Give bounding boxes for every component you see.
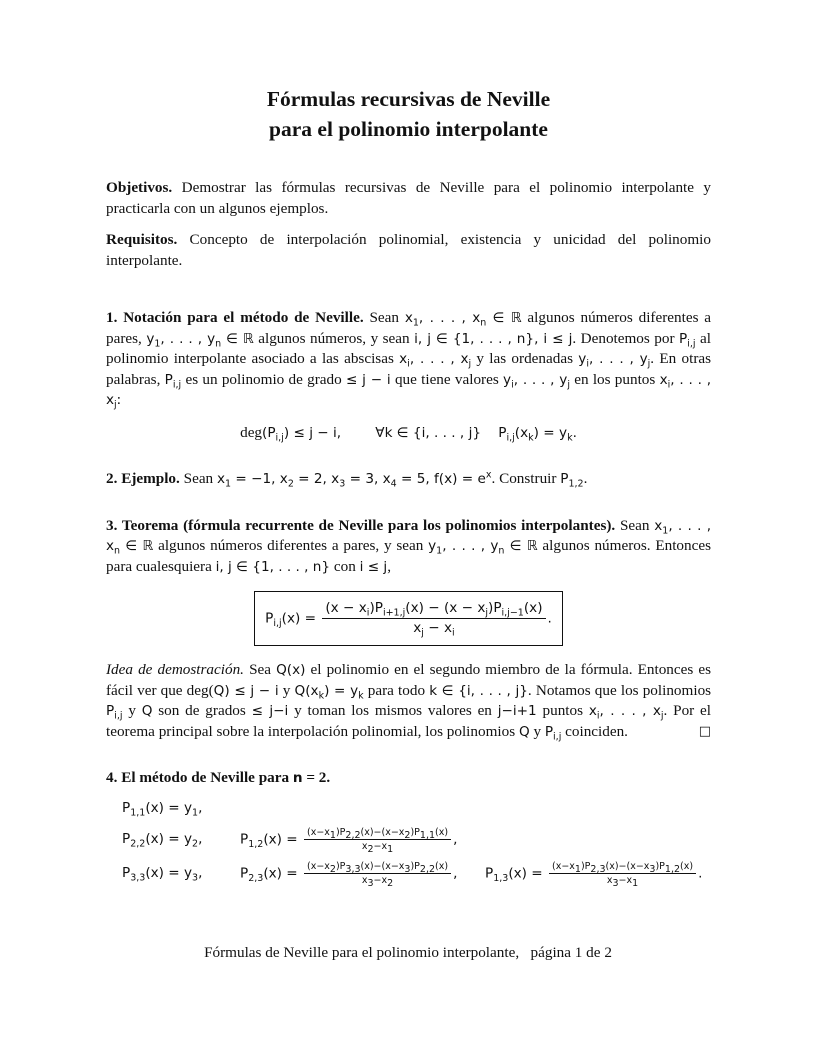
requisitos-text: Concepto de interpolación polinomial, existencia y unicidad del polinomio interpolante.	[106, 231, 711, 269]
objetivos-text: Demostrar las fórmulas recursivas de Neville para el polinomio interpolante y practicarla con un algunos ejemplos.	[106, 179, 711, 217]
requisitos-label: Requisitos.	[106, 231, 178, 248]
objetivos-label: Objetivos.	[106, 179, 173, 196]
section-3-heading: 3. Teorema (fórmula recurrente de Neville para los polinomios interpolantes).	[106, 516, 616, 534]
section-4-heading: 4. El método de Neville para n = 2.	[106, 769, 331, 786]
proof-paragraph: Idea de demostración. Sea Q(x) el polinomio en el segundo miembro de la fórmula. Entonces es fácil ver que deg(Q) ≤ j − i y $Q(x_k) = y_k$ para todo k ∈ {i, . . . , j}. Notamos que los polinomios $P_{i,j}$ y Q son de grados ≤ j−i y toman los mismos valores en j−i+1 puntos $x_i$, . . . , $x_j$. Por el teorema principal sobre la interpolación polinomial, los polinomios Q y $P_{i,j}$ coinciden. □	[106, 661, 712, 743]
notation-display-formula: $deg(P_{i,j}) \le j - i$, ∀k ∈ {i, . . . , j} $P_{i,j}(x_k) = y_k$.	[240, 423, 577, 444]
page-footer: Fórmulas de Neville para el polinomio interpolante, página 1 de 2	[204, 944, 612, 961]
neville-formula-box: $P_{i,j}(x)$ = $\frac{(x - x_i)P_{i+1,j}(x) - (x - x_j)P_{i,j-1}(x)}{x_j - x_i}$ .	[106, 591, 711, 646]
qed-symbol: □	[698, 723, 711, 739]
proof-label: Idea de demostración.	[106, 661, 244, 678]
section-1-heading: 1. Notación para el método de Neville.	[106, 309, 364, 326]
requisitos-paragraph	[106, 230, 711, 271]
neville-table	[122, 798, 711, 887]
page-title: Fórmulas recursivas de Neville para el polinomio interpolante	[266, 87, 551, 141]
section-1: 1. Notación para el método de Neville. Sean $x_1$, . . . , $x_n$ ∈ ℝ algunos números diferentes a pares, $y_1$, . . . , $y_n$ ∈ ℝ algunos números, y sean i, j ∈ {1, . . . , n}, i ≤ j. Denotemos por $P_{i,j}$ al polinomio interpolante asociado a las abscisas $x_i$, . . . , $x_j$ y las ordenadas $y_i$, . . . , $y_j$. En otras palabras, $P_{i,j}$ es un polinomio de grado ≤ j − i que tiene valores $y_i$, . . . , $y_j$ en los puntos $x_i$, . . . , $x_j$:	[106, 309, 712, 411]
neville-row-1: $P_{1,1}(x) = y_1$,	[122, 799, 203, 819]
section-2: 2. Ejemplo. Sean $x_1 = -1$, $x_2 = 2$, $x_3 = 3$, $x_4 = 5$, $f(x) = e^x$. Construir $P_{1,2}$.	[106, 469, 588, 490]
section-2-heading: 2. Ejemplo.	[106, 470, 180, 487]
section-4	[106, 768, 711, 789]
neville-row-3: $P_{3,3}(x) = y_3$, $P_{2,3}(x)$ = $\frac{(x-x_2)P_{3,3}(x)-(x-x_3)P_{2,2}(x)}{x_3-x_2}$ , $P_{1,3}(x)$ = $\frac{(x-x_1)P_{2,3}(x)-(x-x_3)P_{1,2}(x)}{x_3-x_1}$ .	[122, 861, 703, 889]
objetivos-paragraph	[106, 178, 711, 219]
neville-row-2: $P_{2,2}(x) = y_2$, $P_{1,2}(x)$ = $\frac{(x-x_1)P_{2,2}(x)-(x-x_2)P_{1,1}(x)}{x_2-x_1}$ ,	[122, 827, 458, 855]
page-body	[106, 84, 711, 895]
section-3: 3. Teorema (fórmula recurrente de Neville para los polinomios interpolantes). Sean $x_1$, . . . , $x_n$ ∈ ℝ algunos números diferentes a pares, y sean $y_1$, . . . , $y_n$ ∈ ℝ algunos números. Entonces para cualesquiera i, j ∈ {1, . . . , n} con i ≤ j,	[106, 516, 712, 575]
